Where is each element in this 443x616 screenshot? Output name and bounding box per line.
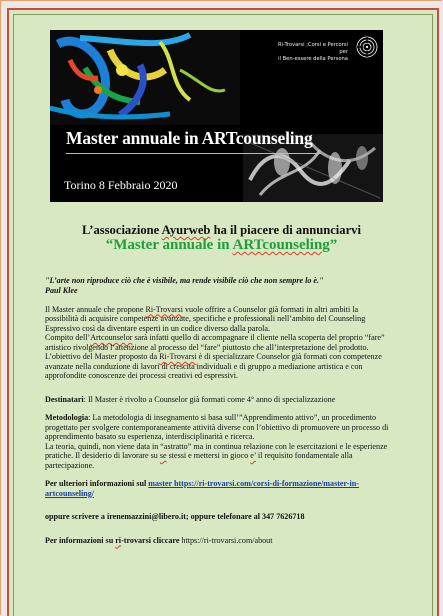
about-name: ri [115, 535, 122, 545]
text-run: La teoria, quindi, non viene data in “astratto” ma in continua relazione con le esercitazioni e le esperienze pratiche. Il desiderio di lavorare su [45, 441, 388, 460]
paragraph-role [45, 333, 393, 352]
text-run: Ri-Trovarsi [159, 352, 197, 361]
headline-open: “Master annuale in [105, 237, 233, 253]
master-info-link[interactable]: master https://ri-trovarsi.com/corsi-di-formazione/master-in-artcounseling/ [45, 479, 359, 498]
banner-title-text: Master annuale in ARTcounseling [66, 128, 313, 148]
paragraph-method [45, 413, 393, 442]
text-run: Ri-Trovarsi [145, 304, 183, 314]
text-run: vuole offrire a Counselor già formati in altri ambiti la possibilità di acquisire competenze avanzate, specifiche e professionali nell’ambito del Counseling Espressivo così da diventare esperti in un codice diverso dalla parola. [45, 304, 366, 333]
paragraph-method-2 [45, 442, 393, 471]
banner-tagline [268, 42, 348, 64]
banner-tagline-line: il Ben-essere della Persona [278, 56, 348, 63]
text-run: Artcounselor [90, 333, 133, 342]
target-text: : Il Master è rivolto a Counselor già formati come 4° anno di specializzazione [83, 394, 336, 404]
banner-tagline-line: Ri-Trovarsi ;Corsi e Percorsi per [278, 42, 348, 56]
about-mid: -trovarsi cliccare [121, 535, 182, 545]
paragraph-about [45, 536, 393, 546]
text-run: e’ [250, 451, 256, 460]
paragraph-objective [45, 352, 393, 381]
about-prefix: Per informazioni su [45, 535, 116, 545]
intro-prefix: L’associazione [82, 223, 162, 237]
headline [0, 237, 443, 254]
document-body [45, 276, 393, 545]
text-run: L’obiettivo del Master proposto da [45, 352, 160, 361]
text-run: Compito dell’ [45, 333, 91, 342]
text-run: è di specializzare Counselor già formati con competenze avanzate nella conduzione di lavori di crescita individuali e di gruppo a mediazione artistica e con approfondite conoscenze dei processi creativi ed espressivi. [45, 352, 382, 380]
text-run: il requisito fondamentale alla partecipazione. [45, 451, 353, 470]
headline-name: ARTcounseling [232, 237, 330, 253]
quote-author: Paul Klee [45, 285, 78, 295]
paragraph-contact: oppure scrivere a irenemazzini@libero.it; oppure telefonare al 347 7626718 [45, 512, 305, 521]
headline-close: ” [329, 237, 338, 253]
quote-text: "L’arte non riproduce ciò che è visibile, ma rende visibile ciò che non sempre lo è." [45, 276, 324, 285]
banner-divider [66, 153, 321, 154]
target-label: Destinatari [45, 394, 84, 404]
method-text: : La metodologia di insegnamento si basa sull’”Apprendimento attivo”, un procedimento progettato per svolgere contemporaneamente attività diverse con l’obiettivo di promuovere un processo di apprendimento basato su esperienza, interdisciplinarità e ricerca. [45, 413, 389, 441]
text-run: se [159, 451, 167, 460]
text-run: sarà infatti quello di accompagnare il cliente nella scoperta del proprio “fare” artistico rivolgendo l’attenzione al processo del “fare” piuttosto che all’interpretazione del prodotto. [45, 333, 385, 352]
banner-date: Torino 8 Febbraio 2020 [64, 178, 178, 192]
info-prefix: Per ulteriori informazioni sul [45, 479, 149, 488]
intro-suffix: ha il piacere di annunciarvi [210, 223, 361, 237]
paragraph-info [45, 479, 393, 498]
banner-title [66, 128, 313, 149]
intro-line [0, 223, 443, 238]
text-run: stessi e mettersi in gioco [166, 451, 251, 460]
labyrinth-logo-icon [356, 36, 378, 58]
about-url[interactable]: https://ri-trovarsi.com/about [181, 535, 273, 545]
paragraph-intro [45, 305, 393, 334]
text-run: Il Master annuale che propone [45, 304, 146, 314]
org-name: Ayurweb [161, 223, 211, 237]
paragraph-target [45, 395, 393, 405]
method-label: Metodologia [45, 413, 89, 422]
banner-image [50, 30, 383, 202]
abstract-painting [50, 30, 240, 125]
